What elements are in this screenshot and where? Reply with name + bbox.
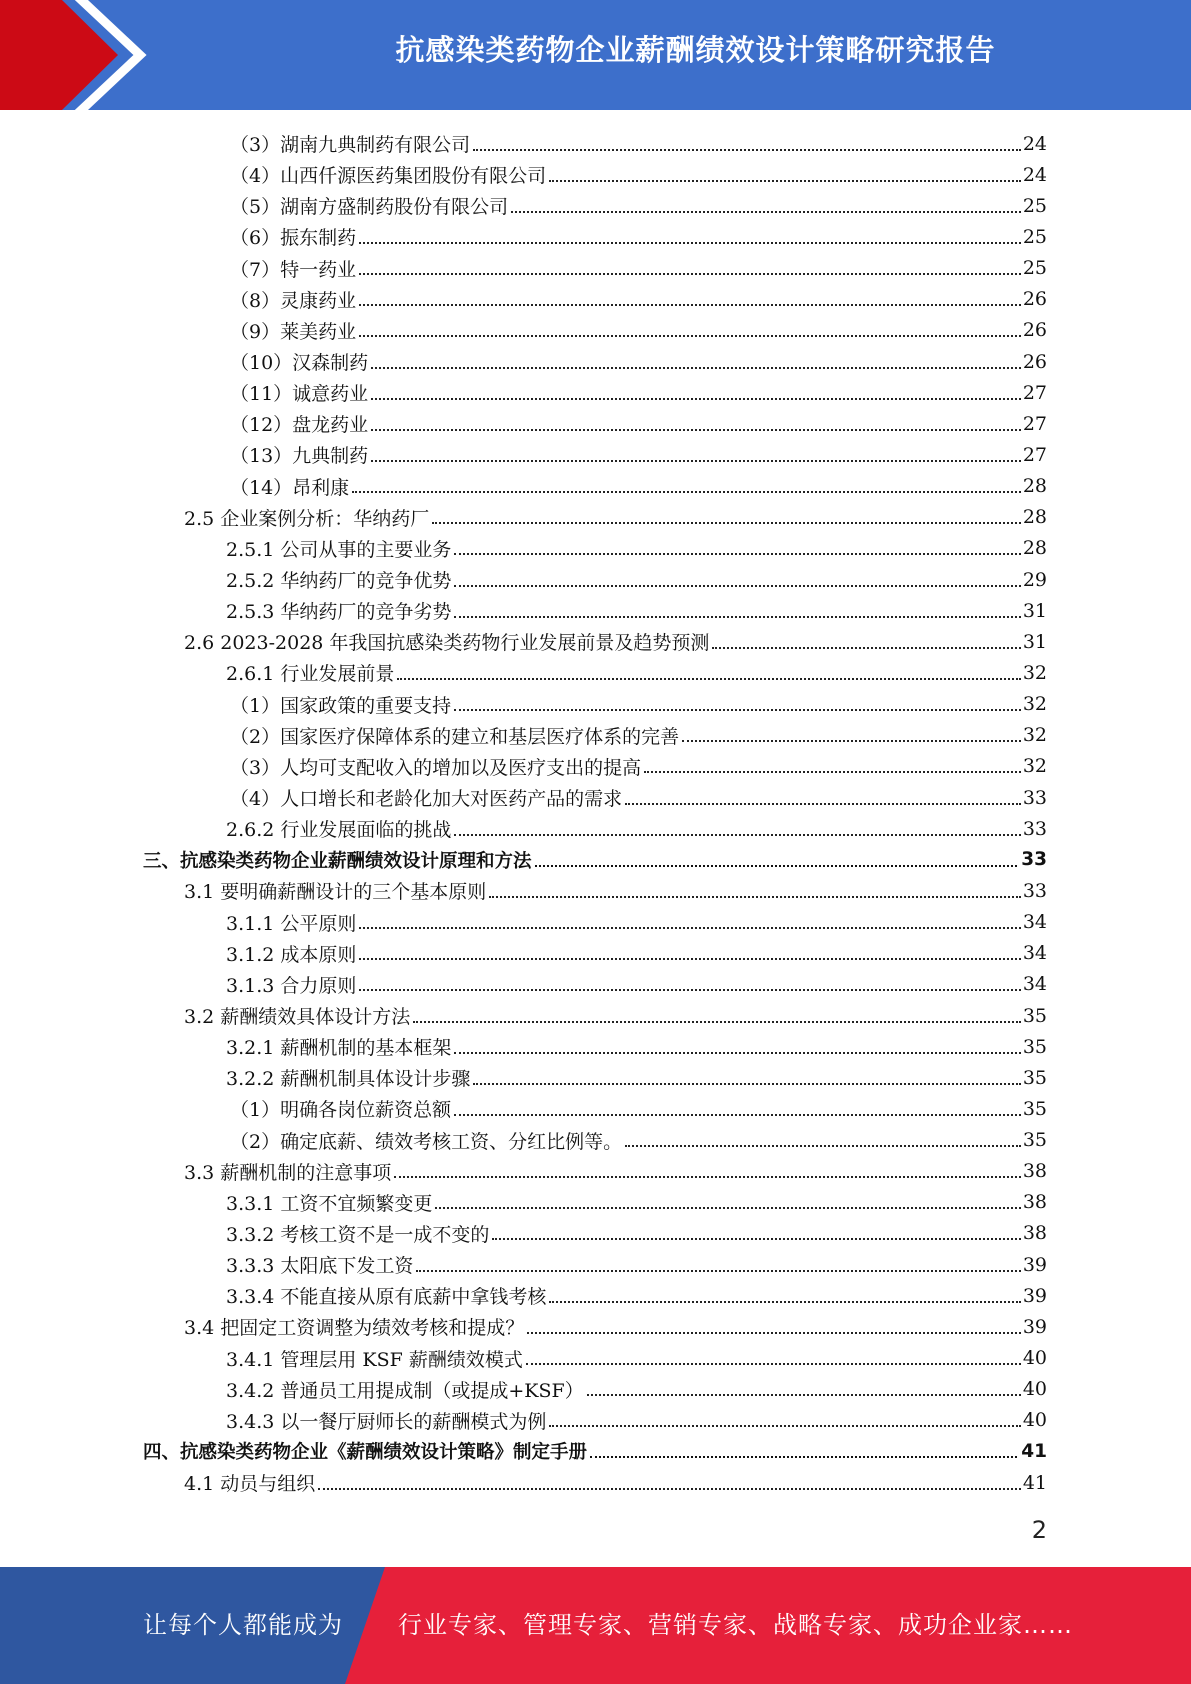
toc-dot-leader — [549, 1301, 1021, 1303]
toc-dot-leader — [526, 1363, 1021, 1365]
toc-entry-page: 33 — [1019, 844, 1047, 875]
toc-entry-title: 3.3.2 考核工资不是一成不变的 — [226, 1223, 490, 1246]
toc-dot-leader — [625, 803, 1021, 805]
toc-dot-leader — [413, 1021, 1021, 1023]
footer-slogan-right: 行业专家、管理专家、营销专家、战略专家、成功企业家…… — [398, 1611, 1073, 1639]
toc-entry-title: 2.5.2 华纳药厂的竞争优势 — [226, 570, 452, 593]
toc-dot-leader — [397, 678, 1021, 680]
toc-dot-leader — [394, 1176, 1021, 1178]
toc-entry-page: 35 — [1021, 1000, 1047, 1031]
toc-entry[interactable] — [0, 346, 1191, 377]
toc-entry-page: 33 — [1021, 813, 1047, 844]
toc-entry-page: 27 — [1021, 408, 1047, 439]
toc-dot-leader — [682, 740, 1021, 742]
toc-entry-title: （10）汉森制药 — [230, 352, 369, 375]
toc-entry-page: 32 — [1021, 720, 1047, 751]
toc-entry-page: 39 — [1021, 1280, 1047, 1311]
toc-dot-leader — [454, 616, 1021, 618]
toc-dot-leader — [359, 242, 1021, 244]
toc-entry-title: 3.3 薪酬机制的注意事项 — [184, 1161, 392, 1184]
toc-entry-page: 32 — [1021, 689, 1047, 720]
toc-entry[interactable] — [0, 1249, 1191, 1280]
toc-entry-page: 34 — [1021, 938, 1047, 969]
toc-entry-page: 27 — [1021, 377, 1047, 408]
toc-dot-leader — [318, 1488, 1021, 1490]
toc-entry-page: 26 — [1021, 315, 1047, 346]
toc-entry-title: （4）山西仟源医药集团股份有限公司 — [230, 165, 547, 188]
toc-entry-page: 41 — [1019, 1436, 1047, 1467]
toc-entry-title: 四、抗感染类药物企业《薪酬绩效设计策略》制定手册 — [143, 1442, 588, 1464]
toc-entry[interactable] — [0, 128, 1191, 159]
toc-entry-title: 3.2 薪酬绩效具体设计方法 — [184, 1006, 411, 1028]
toc-entry-title: 3.4.1 管理层用 KSF 薪酬绩效模式 — [226, 1348, 523, 1371]
toc-dot-leader — [352, 491, 1021, 493]
toc-entry-title: 3.2.2 薪酬机制具体设计步骤 — [226, 1068, 471, 1091]
footer-banner — [0, 1567, 1191, 1684]
toc-entry[interactable] — [0, 471, 1191, 502]
page-number: 2 — [1031, 1516, 1047, 1544]
toc-entry-title: （12）盘龙药业 — [230, 414, 369, 437]
toc-dot-leader — [454, 585, 1021, 587]
toc-entry-page: 26 — [1021, 346, 1047, 377]
table-of-contents — [0, 128, 1191, 1498]
toc-entry-title: 2.5.3 华纳药厂的竞争劣势 — [226, 601, 452, 624]
toc-entry-title: 2.6 2023-2028 年我国抗感染类药物行业发展前景及趋势预测 — [184, 632, 710, 655]
toc-dot-leader — [371, 367, 1021, 369]
toc-entry-title: （1）国家政策的重要支持 — [230, 694, 452, 717]
toc-dot-leader — [359, 989, 1021, 991]
toc-entry-page: 31 — [1021, 626, 1047, 657]
toc-entry-title: （1）明确各岗位薪资总额 — [230, 1099, 452, 1122]
header-arrow-decoration — [0, 0, 200, 110]
toc-entry-title: （2）确定底薪、绩效考核工资、分红比例等。 — [230, 1130, 623, 1153]
toc-dot-leader — [454, 709, 1021, 711]
toc-entry-page: 28 — [1021, 471, 1047, 502]
toc-entry[interactable] — [0, 720, 1191, 751]
toc-dot-leader — [454, 1114, 1021, 1116]
toc-entry[interactable] — [0, 689, 1191, 720]
toc-entry[interactable] — [0, 751, 1191, 782]
toc-entry-page: 28 — [1021, 533, 1047, 564]
toc-entry[interactable] — [0, 377, 1191, 408]
toc-entry-title: （3）人均可支配收入的增加以及医疗支出的提高 — [230, 756, 642, 779]
toc-dot-leader — [473, 149, 1021, 151]
toc-dot-leader — [644, 771, 1021, 773]
toc-entry[interactable] — [0, 969, 1191, 1000]
toc-entry-title: 3.4 把固定工资调整为绩效考核和提成？ — [184, 1317, 525, 1340]
toc-entry-page: 32 — [1021, 751, 1047, 782]
toc-entry-page: 26 — [1021, 284, 1047, 315]
toc-entry[interactable] — [0, 1374, 1191, 1405]
header-banner — [0, 0, 1191, 110]
toc-entry[interactable] — [0, 813, 1191, 844]
toc-entry-title: （5）湖南方盛制药股份有限公司 — [230, 196, 509, 219]
toc-entry-page: 32 — [1021, 657, 1047, 688]
report-title: 抗感染类药物企业薪酬绩效设计策略研究报告 — [395, 33, 996, 67]
toc-dot-leader — [435, 1207, 1021, 1209]
toc-entry-title: 3.1.2 成本原则 — [226, 943, 357, 966]
toc-entry-title: （7）特一药业 — [230, 258, 357, 281]
toc-entry-title: 3.4.2 普通员工用提成制（或提成+KSF） — [226, 1379, 584, 1402]
toc-entry-title: 3.4.3 以一餐厅厨师长的薪酬模式为例 — [226, 1410, 547, 1433]
toc-dot-leader — [359, 927, 1021, 929]
toc-entry[interactable] — [0, 1436, 1191, 1467]
toc-entry-title: 3.1.1 公平原则 — [226, 912, 357, 935]
toc-entry[interactable] — [0, 284, 1191, 315]
toc-entry[interactable] — [0, 1218, 1191, 1249]
toc-entry[interactable] — [0, 1187, 1191, 1218]
toc-entry-title: （14）昂利康 — [230, 476, 350, 499]
toc-entry[interactable] — [0, 439, 1191, 470]
toc-dot-leader — [454, 1052, 1021, 1054]
toc-entry[interactable] — [0, 1125, 1191, 1156]
toc-dot-leader — [371, 460, 1021, 462]
toc-entry-page: 25 — [1021, 253, 1047, 284]
toc-dot-leader — [359, 273, 1021, 275]
toc-dot-leader — [549, 1425, 1021, 1427]
toc-dot-leader — [535, 865, 1021, 867]
toc-entry-title: 3.3.4 不能直接从原有底薪中拿钱考核 — [226, 1286, 547, 1309]
toc-entry-page: 25 — [1021, 190, 1047, 221]
toc-entry-page: 38 — [1021, 1156, 1047, 1187]
toc-dot-leader — [527, 1332, 1021, 1334]
toc-dot-leader — [587, 1394, 1021, 1396]
toc-dot-leader — [454, 834, 1021, 836]
toc-dot-leader — [712, 647, 1021, 649]
toc-entry[interactable] — [0, 595, 1191, 626]
toc-entry-title: 2.5 企业案例分析：华纳药厂 — [184, 507, 430, 530]
toc-entry-title: 3.1.3 合力原则 — [226, 974, 357, 997]
toc-entry-title: 3.3.3 太阳底下发工资 — [226, 1255, 414, 1278]
toc-entry[interactable] — [0, 502, 1191, 533]
toc-entry[interactable] — [0, 159, 1191, 190]
toc-dot-leader — [590, 1456, 1021, 1458]
toc-entry-title: 3.1 要明确薪酬设计的三个基本原则 — [184, 881, 487, 904]
toc-entry[interactable] — [0, 1467, 1191, 1498]
toc-dot-leader — [549, 180, 1021, 182]
toc-entry[interactable] — [0, 1000, 1191, 1031]
toc-entry[interactable] — [0, 1342, 1191, 1373]
toc-entry-page: 24 — [1021, 128, 1047, 159]
toc-dot-leader — [359, 958, 1021, 960]
toc-entry-page: 35 — [1021, 1031, 1047, 1062]
toc-dot-leader — [359, 304, 1021, 306]
toc-dot-leader — [359, 335, 1021, 337]
toc-entry-page: 28 — [1021, 502, 1047, 533]
toc-entry-page: 38 — [1021, 1218, 1047, 1249]
toc-entry-title: （3）湖南九典制药有限公司 — [230, 134, 471, 157]
toc-entry-title: 2.6.1 行业发展前景 — [226, 663, 395, 686]
toc-entry[interactable] — [0, 190, 1191, 221]
toc-entry-page: 40 — [1021, 1342, 1047, 1373]
toc-entry-page: 34 — [1021, 969, 1047, 1000]
toc-dot-leader — [511, 211, 1021, 213]
toc-entry[interactable] — [0, 657, 1191, 688]
toc-entry[interactable] — [0, 1405, 1191, 1436]
toc-dot-leader — [454, 553, 1021, 555]
toc-entry-title: （4）人口增长和老龄化加大对医药产品的需求 — [230, 788, 623, 811]
toc-entry[interactable] — [0, 626, 1191, 657]
footer-slogan-left: 让每个人都能成为 — [143, 1611, 343, 1639]
toc-dot-leader — [371, 429, 1021, 431]
toc-entry-page: 38 — [1021, 1187, 1047, 1218]
toc-entry[interactable] — [0, 938, 1191, 969]
toc-entry-title: 2.5.1 公司从事的主要业务 — [226, 538, 452, 561]
toc-entry-page: 39 — [1021, 1249, 1047, 1280]
toc-entry[interactable] — [0, 564, 1191, 595]
toc-entry-title: （11）诚意药业 — [230, 383, 369, 406]
toc-entry-page: 24 — [1021, 159, 1047, 190]
toc-entry[interactable] — [0, 315, 1191, 346]
toc-entry[interactable] — [0, 1156, 1191, 1187]
toc-entry-page: 33 — [1021, 875, 1047, 906]
toc-dot-leader — [473, 1083, 1021, 1085]
toc-entry-title: （13）九典制药 — [230, 445, 369, 468]
toc-entry-page: 40 — [1021, 1374, 1047, 1405]
toc-entry[interactable] — [0, 875, 1191, 906]
toc-entry[interactable] — [0, 1031, 1191, 1062]
toc-entry[interactable] — [0, 782, 1191, 813]
toc-entry-page: 34 — [1021, 907, 1047, 938]
toc-entry-page: 27 — [1021, 439, 1047, 470]
toc-dot-leader — [432, 522, 1021, 524]
toc-entry-title: 4.1 动员与组织 — [184, 1473, 316, 1496]
toc-entry[interactable] — [0, 1280, 1191, 1311]
toc-entry-title: 3.2.1 薪酬机制的基本框架 — [226, 1037, 452, 1060]
toc-entry-page: 25 — [1021, 221, 1047, 252]
toc-entry-page: 35 — [1021, 1093, 1047, 1124]
toc-entry-page: 41 — [1021, 1467, 1047, 1498]
toc-dot-leader — [492, 1238, 1021, 1240]
toc-entry[interactable] — [0, 1311, 1191, 1342]
toc-entry[interactable] — [0, 253, 1191, 284]
toc-entry[interactable] — [0, 907, 1191, 938]
toc-entry[interactable] — [0, 408, 1191, 439]
toc-dot-leader — [489, 896, 1021, 898]
toc-entry-title: （8）灵康药业 — [230, 289, 357, 312]
toc-entry-page: 29 — [1021, 564, 1047, 595]
toc-entry[interactable] — [0, 844, 1191, 875]
toc-entry[interactable] — [0, 221, 1191, 252]
toc-entry-page: 31 — [1021, 595, 1047, 626]
toc-entry-page: 35 — [1021, 1062, 1047, 1093]
toc-dot-leader — [371, 398, 1021, 400]
toc-entry-page: 33 — [1021, 782, 1047, 813]
toc-dot-leader — [416, 1270, 1021, 1272]
toc-entry-page: 39 — [1021, 1311, 1047, 1342]
toc-entry-page: 40 — [1021, 1405, 1047, 1436]
toc-dot-leader — [625, 1145, 1021, 1147]
toc-entry-title: 2.6.2 行业发展面临的挑战 — [226, 819, 452, 842]
toc-entry[interactable] — [0, 533, 1191, 564]
toc-entry[interactable] — [0, 1062, 1191, 1093]
toc-entry-page: 35 — [1021, 1125, 1047, 1156]
toc-entry-title: 三、抗感染类药物企业薪酬绩效设计原理和方法 — [143, 850, 532, 872]
toc-entry[interactable] — [0, 1093, 1191, 1124]
toc-entry-title: （2）国家医疗保障体系的建立和基层医疗体系的完善 — [230, 725, 680, 748]
toc-entry-title: （9）莱美药业 — [230, 320, 357, 343]
toc-entry-title: 3.3.1 工资不宜频繁变更 — [226, 1192, 433, 1215]
toc-entry-title: （6）振东制药 — [230, 227, 357, 250]
